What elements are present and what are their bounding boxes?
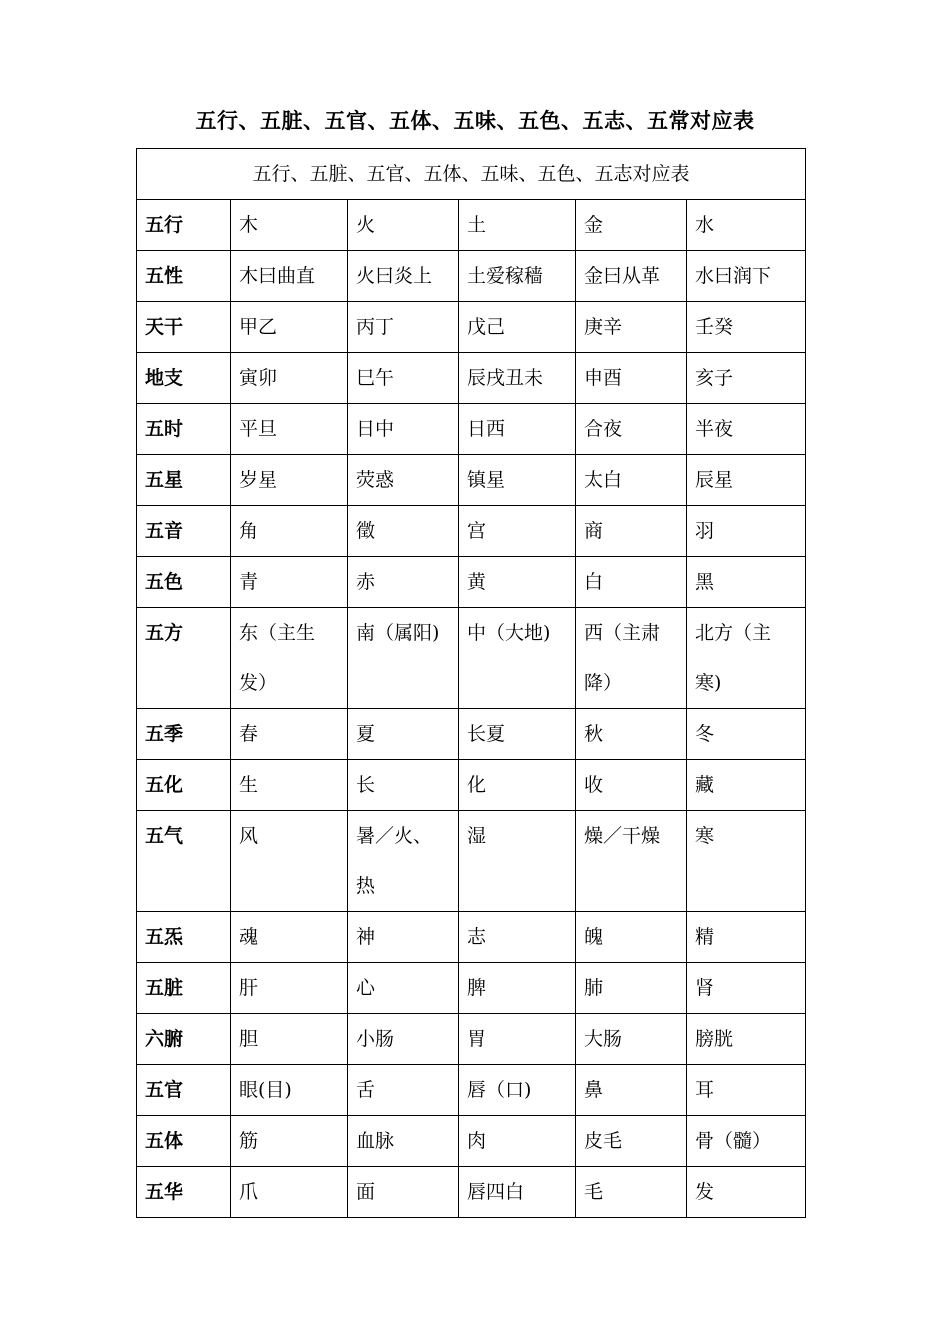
table-cell: 魄 bbox=[576, 912, 687, 963]
table-cell: 亥子 bbox=[687, 353, 806, 404]
table-cell: 耳 bbox=[687, 1065, 806, 1116]
row-label: 五官 bbox=[137, 1065, 231, 1116]
table-cell: 东（主生发） bbox=[231, 608, 348, 709]
table-cell: 鼻 bbox=[576, 1065, 687, 1116]
table-cell: 小肠 bbox=[348, 1014, 459, 1065]
table-cell: 日中 bbox=[348, 404, 459, 455]
table-cell: 西（主肃降） bbox=[576, 608, 687, 709]
table-cell: 金 bbox=[576, 200, 687, 251]
table-cell: 发 bbox=[687, 1167, 806, 1218]
row-label: 五时 bbox=[137, 404, 231, 455]
table-cell: 肾 bbox=[687, 963, 806, 1014]
table-cell: 辰戌丑未 bbox=[459, 353, 576, 404]
table-cell: 日西 bbox=[459, 404, 576, 455]
table-cell: 毛 bbox=[576, 1167, 687, 1218]
table-row bbox=[137, 608, 806, 709]
correspondence-table bbox=[136, 148, 806, 1218]
table-cell: 徵 bbox=[348, 506, 459, 557]
table-cell: 太白 bbox=[576, 455, 687, 506]
table-cell: 藏 bbox=[687, 760, 806, 811]
table-cell: 燥／干燥 bbox=[576, 811, 687, 912]
table-cell: 水 bbox=[687, 200, 806, 251]
table-cell: 冬 bbox=[687, 709, 806, 760]
page-title: 五行、五脏、五官、五体、五味、五色、五志、五常对应表 bbox=[195, 108, 755, 133]
table-cell: 火曰炎上 bbox=[348, 251, 459, 302]
table-cell: 志 bbox=[459, 912, 576, 963]
table-cell: 骨（髓） bbox=[687, 1116, 806, 1167]
table-cell: 肉 bbox=[459, 1116, 576, 1167]
table-cell: 面 bbox=[348, 1167, 459, 1218]
table-cell: 中（大地) bbox=[459, 608, 576, 709]
table-row bbox=[137, 353, 806, 404]
table-cell: 大肠 bbox=[576, 1014, 687, 1065]
table-cell: 土 bbox=[459, 200, 576, 251]
table-cell: 神 bbox=[348, 912, 459, 963]
table-cell: 岁星 bbox=[231, 455, 348, 506]
table-row bbox=[137, 302, 806, 353]
table-cell: 合夜 bbox=[576, 404, 687, 455]
table-cell: 皮毛 bbox=[576, 1116, 687, 1167]
table-row bbox=[137, 1167, 806, 1218]
row-label: 五华 bbox=[137, 1167, 231, 1218]
table-cell: 风 bbox=[231, 811, 348, 912]
table-cell: 平旦 bbox=[231, 404, 348, 455]
table-cell: 化 bbox=[459, 760, 576, 811]
table-row bbox=[137, 455, 806, 506]
table-cell: 唇（口) bbox=[459, 1065, 576, 1116]
row-label: 五气 bbox=[137, 811, 231, 912]
table-cell: 胃 bbox=[459, 1014, 576, 1065]
table-row bbox=[137, 912, 806, 963]
table-cell: 壬癸 bbox=[687, 302, 806, 353]
row-label: 五色 bbox=[137, 557, 231, 608]
table-row bbox=[137, 709, 806, 760]
table-row bbox=[137, 811, 806, 912]
table-cell: 精 bbox=[687, 912, 806, 963]
table-cell: 长 bbox=[348, 760, 459, 811]
table-cell: 寒 bbox=[687, 811, 806, 912]
table-cell: 商 bbox=[576, 506, 687, 557]
table-cell: 镇星 bbox=[459, 455, 576, 506]
table-caption: 五行、五脏、五官、五体、五味、五色、五志对应表 bbox=[137, 149, 806, 200]
row-label: 五脏 bbox=[137, 963, 231, 1014]
table-cell: 甲乙 bbox=[231, 302, 348, 353]
table-cell: 青 bbox=[231, 557, 348, 608]
table-cell: 赤 bbox=[348, 557, 459, 608]
table-cell: 黑 bbox=[687, 557, 806, 608]
table-body bbox=[137, 149, 806, 1218]
table-cell: 春 bbox=[231, 709, 348, 760]
table-cell: 黄 bbox=[459, 557, 576, 608]
table-cell: 辰星 bbox=[687, 455, 806, 506]
table-cell: 眼(目) bbox=[231, 1065, 348, 1116]
table-cell: 生 bbox=[231, 760, 348, 811]
row-label: 五音 bbox=[137, 506, 231, 557]
table-cell: 爪 bbox=[231, 1167, 348, 1218]
table-cell: 角 bbox=[231, 506, 348, 557]
table-caption-row bbox=[137, 149, 806, 200]
table-cell: 收 bbox=[576, 760, 687, 811]
table-cell: 火 bbox=[348, 200, 459, 251]
table-cell: 肺 bbox=[576, 963, 687, 1014]
table-cell: 庚辛 bbox=[576, 302, 687, 353]
table-row bbox=[137, 251, 806, 302]
table-cell: 南（属阳) bbox=[348, 608, 459, 709]
table-row bbox=[137, 963, 806, 1014]
table-cell: 宫 bbox=[459, 506, 576, 557]
table-cell: 秋 bbox=[576, 709, 687, 760]
row-label: 五方 bbox=[137, 608, 231, 709]
table-cell: 金曰从革 bbox=[576, 251, 687, 302]
table-cell: 心 bbox=[348, 963, 459, 1014]
row-label: 五星 bbox=[137, 455, 231, 506]
table-cell: 戊己 bbox=[459, 302, 576, 353]
table-row bbox=[137, 557, 806, 608]
table-row bbox=[137, 506, 806, 557]
table-row bbox=[137, 760, 806, 811]
table-cell: 土爱稼穑 bbox=[459, 251, 576, 302]
table-cell: 羽 bbox=[687, 506, 806, 557]
table-cell: 筋 bbox=[231, 1116, 348, 1167]
table-row bbox=[137, 404, 806, 455]
row-label: 五化 bbox=[137, 760, 231, 811]
row-label: 五炁 bbox=[137, 912, 231, 963]
row-label: 五性 bbox=[137, 251, 231, 302]
row-label: 五体 bbox=[137, 1116, 231, 1167]
table-row bbox=[137, 1065, 806, 1116]
table-row bbox=[137, 1116, 806, 1167]
table-cell: 巳午 bbox=[348, 353, 459, 404]
table-cell: 木曰曲直 bbox=[231, 251, 348, 302]
row-label: 天干 bbox=[137, 302, 231, 353]
table-cell: 丙丁 bbox=[348, 302, 459, 353]
table-row bbox=[137, 1014, 806, 1065]
table-cell: 白 bbox=[576, 557, 687, 608]
row-label: 六腑 bbox=[137, 1014, 231, 1065]
table-cell: 夏 bbox=[348, 709, 459, 760]
table-cell: 膀胱 bbox=[687, 1014, 806, 1065]
table-cell: 胆 bbox=[231, 1014, 348, 1065]
table-cell: 魂 bbox=[231, 912, 348, 963]
table-cell: 舌 bbox=[348, 1065, 459, 1116]
table-row bbox=[137, 200, 806, 251]
table-cell: 湿 bbox=[459, 811, 576, 912]
table-cell: 长夏 bbox=[459, 709, 576, 760]
row-label: 五行 bbox=[137, 200, 231, 251]
table-cell: 血脉 bbox=[348, 1116, 459, 1167]
row-label: 地支 bbox=[137, 353, 231, 404]
table-cell: 暑／火、热 bbox=[348, 811, 459, 912]
table-cell: 脾 bbox=[459, 963, 576, 1014]
table-cell: 寅卯 bbox=[231, 353, 348, 404]
table-cell: 半夜 bbox=[687, 404, 806, 455]
table-cell: 唇四白 bbox=[459, 1167, 576, 1218]
table-cell: 北方（主寒) bbox=[687, 608, 806, 709]
table-cell: 木 bbox=[231, 200, 348, 251]
table-cell: 肝 bbox=[231, 963, 348, 1014]
row-label: 五季 bbox=[137, 709, 231, 760]
table-cell: 申酉 bbox=[576, 353, 687, 404]
table-cell: 水曰润下 bbox=[687, 251, 806, 302]
table-cell: 荧惑 bbox=[348, 455, 459, 506]
